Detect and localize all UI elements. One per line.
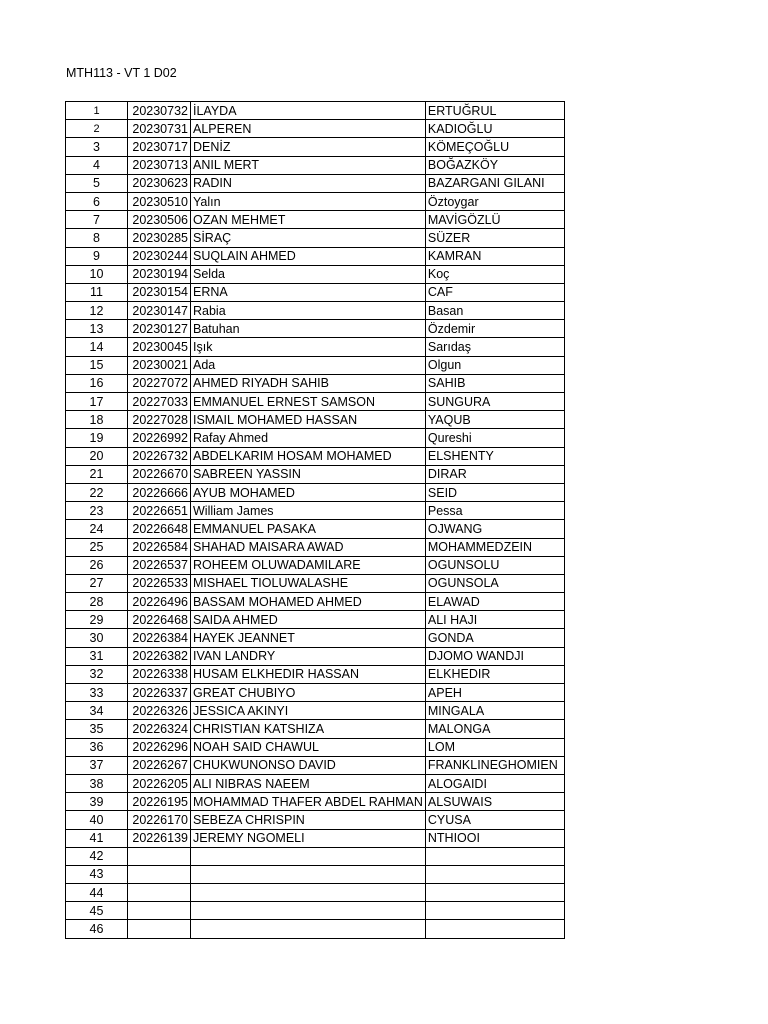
- student-id-cell[interactable]: 20230506: [128, 211, 191, 229]
- first-name-cell[interactable]: [191, 865, 426, 883]
- row-number-cell[interactable]: 14: [66, 338, 128, 356]
- first-name-cell[interactable]: RADIN: [191, 174, 426, 192]
- table-row: [66, 538, 565, 556]
- student-id-cell[interactable]: 20230510: [128, 192, 191, 210]
- table-row: [66, 611, 565, 629]
- last-name-cell[interactable]: SAHIB: [425, 374, 564, 392]
- first-name-cell[interactable]: SHAHAD MAISARA AWAD: [191, 538, 426, 556]
- table-row: [66, 847, 565, 865]
- last-name-cell[interactable]: APEH: [425, 684, 564, 702]
- table-row: [66, 265, 565, 283]
- first-name-cell[interactable]: SEBEZA CHRISPIN: [191, 811, 426, 829]
- student-id-cell[interactable]: 20226648: [128, 520, 191, 538]
- student-id-cell[interactable]: 20230732: [128, 102, 191, 120]
- first-name-cell[interactable]: ANIL MERT: [191, 156, 426, 174]
- student-id-cell[interactable]: 20226170: [128, 811, 191, 829]
- table-row: [66, 520, 565, 538]
- first-name-cell[interactable]: Rabia: [191, 302, 426, 320]
- last-name-cell[interactable]: Pessa: [425, 502, 564, 520]
- table-row: [66, 774, 565, 792]
- last-name-cell[interactable]: ELAWAD: [425, 593, 564, 611]
- first-name-cell[interactable]: Ada: [191, 356, 426, 374]
- student-id-cell[interactable]: 20230244: [128, 247, 191, 265]
- table-row: [66, 502, 565, 520]
- last-name-cell[interactable]: FRANKLINEGHOMIEN: [425, 756, 564, 774]
- table-row: [66, 283, 565, 301]
- row-number-cell[interactable]: 42: [66, 847, 128, 865]
- row-number-cell[interactable]: 27: [66, 574, 128, 592]
- last-name-cell[interactable]: YAQUB: [425, 411, 564, 429]
- row-number-cell[interactable]: 25: [66, 538, 128, 556]
- row-number-cell[interactable]: 21: [66, 465, 128, 483]
- table-row: [66, 738, 565, 756]
- row-number-cell[interactable]: 22: [66, 483, 128, 501]
- student-id-cell[interactable]: 20226670: [128, 465, 191, 483]
- student-id-cell[interactable]: 20226584: [128, 538, 191, 556]
- last-name-cell[interactable]: MAVİGÖZLÜ: [425, 211, 564, 229]
- row-number-cell[interactable]: 34: [66, 702, 128, 720]
- student-id-cell[interactable]: [128, 920, 191, 938]
- last-name-cell[interactable]: ALOGAIDI: [425, 774, 564, 792]
- row-number-cell[interactable]: 20: [66, 447, 128, 465]
- last-name-cell[interactable]: Öztoygar: [425, 192, 564, 210]
- student-id-cell[interactable]: 20230154: [128, 283, 191, 301]
- first-name-cell[interactable]: SABREEN YASSIN: [191, 465, 426, 483]
- table-row: [66, 320, 565, 338]
- table-row: [66, 120, 565, 138]
- first-name-cell[interactable]: MISHAEL TIOLUWALASHE: [191, 574, 426, 592]
- student-id-cell[interactable]: 20230623: [128, 174, 191, 192]
- table-row: [66, 593, 565, 611]
- last-name-cell[interactable]: [425, 902, 564, 920]
- student-id-cell[interactable]: 20226496: [128, 593, 191, 611]
- last-name-cell[interactable]: KÖMEÇOĞLU: [425, 138, 564, 156]
- last-name-cell[interactable]: MINGALA: [425, 702, 564, 720]
- student-id-cell[interactable]: 20226732: [128, 447, 191, 465]
- row-number-cell[interactable]: 18: [66, 411, 128, 429]
- first-name-cell[interactable]: ALI NIBRAS NAEEM: [191, 774, 426, 792]
- student-id-cell[interactable]: 20230731: [128, 120, 191, 138]
- first-name-cell[interactable]: ROHEEM OLUWADAMILARE: [191, 556, 426, 574]
- row-number-cell[interactable]: 33: [66, 684, 128, 702]
- row-number-cell[interactable]: 13: [66, 320, 128, 338]
- last-name-cell[interactable]: KAMRAN: [425, 247, 564, 265]
- table-row: [66, 247, 565, 265]
- first-name-cell[interactable]: NOAH SAID CHAWUL: [191, 738, 426, 756]
- last-name-cell[interactable]: DJOMO WANDJI: [425, 647, 564, 665]
- table-row: [66, 302, 565, 320]
- first-name-cell[interactable]: Rafay Ahmed: [191, 429, 426, 447]
- first-name-cell[interactable]: [191, 884, 426, 902]
- last-name-cell[interactable]: ALI HAJI: [425, 611, 564, 629]
- table-row: [66, 156, 565, 174]
- first-name-cell[interactable]: [191, 920, 426, 938]
- last-name-cell[interactable]: GONDA: [425, 629, 564, 647]
- table-row: [66, 429, 565, 447]
- last-name-cell[interactable]: Sarıdaş: [425, 338, 564, 356]
- first-name-cell[interactable]: ERNA: [191, 283, 426, 301]
- row-number-cell[interactable]: 11: [66, 283, 128, 301]
- last-name-cell[interactable]: ELKHEDIR: [425, 665, 564, 683]
- row-number-cell[interactable]: 24: [66, 520, 128, 538]
- student-id-cell[interactable]: 20230717: [128, 138, 191, 156]
- first-name-cell[interactable]: William James: [191, 502, 426, 520]
- first-name-cell[interactable]: AYUB MOHAMED: [191, 483, 426, 501]
- table-row: [66, 865, 565, 883]
- row-number-cell[interactable]: 3: [66, 138, 128, 156]
- row-number-cell[interactable]: 37: [66, 756, 128, 774]
- row-number-cell[interactable]: 23: [66, 502, 128, 520]
- student-id-cell[interactable]: 20226537: [128, 556, 191, 574]
- row-number-cell[interactable]: 6: [66, 192, 128, 210]
- sheet-title: MTH113 - VT 1 D02: [66, 66, 177, 80]
- last-name-cell[interactable]: [425, 847, 564, 865]
- student-id-cell[interactable]: 20226666: [128, 483, 191, 501]
- table-row: [66, 684, 565, 702]
- table-row: [66, 174, 565, 192]
- table-row: [66, 884, 565, 902]
- row-number-cell[interactable]: 43: [66, 865, 128, 883]
- first-name-cell[interactable]: Batuhan: [191, 320, 426, 338]
- last-name-cell[interactable]: SUNGURA: [425, 393, 564, 411]
- student-id-cell[interactable]: 20226326: [128, 702, 191, 720]
- student-id-cell[interactable]: 20230194: [128, 265, 191, 283]
- last-name-cell[interactable]: BAZARGANI GILANI: [425, 174, 564, 192]
- row-number-cell[interactable]: 19: [66, 429, 128, 447]
- table-row: [66, 574, 565, 592]
- student-id-cell[interactable]: 20226338: [128, 665, 191, 683]
- last-name-cell[interactable]: OGUNSOLU: [425, 556, 564, 574]
- first-name-cell[interactable]: Yalın: [191, 192, 426, 210]
- row-number-cell[interactable]: 38: [66, 774, 128, 792]
- student-id-cell[interactable]: 20226384: [128, 629, 191, 647]
- first-name-cell[interactable]: EMMANUEL PASAKA: [191, 520, 426, 538]
- student-id-cell[interactable]: [128, 865, 191, 883]
- student-id-cell[interactable]: [128, 902, 191, 920]
- student-id-cell[interactable]: 20230285: [128, 229, 191, 247]
- last-name-cell[interactable]: MALONGA: [425, 720, 564, 738]
- table-row: [66, 138, 565, 156]
- student-id-cell[interactable]: 20226324: [128, 720, 191, 738]
- row-number-cell[interactable]: 41: [66, 829, 128, 847]
- student-id-cell[interactable]: 20226205: [128, 774, 191, 792]
- row-number-cell[interactable]: 30: [66, 629, 128, 647]
- first-name-cell[interactable]: ABDELKARIM HOSAM MOHAMED: [191, 447, 426, 465]
- student-id-cell[interactable]: [128, 884, 191, 902]
- table-row: [66, 702, 565, 720]
- row-number-cell[interactable]: 5: [66, 174, 128, 192]
- last-name-cell[interactable]: OJWANG: [425, 520, 564, 538]
- student-id-cell[interactable]: 20227028: [128, 411, 191, 429]
- first-name-cell[interactable]: ALPEREN: [191, 120, 426, 138]
- row-number-cell[interactable]: 7: [66, 211, 128, 229]
- last-name-cell[interactable]: Qureshi: [425, 429, 564, 447]
- student-id-cell[interactable]: 20226651: [128, 502, 191, 520]
- student-id-cell[interactable]: 20226533: [128, 574, 191, 592]
- first-name-cell[interactable]: CHUKWUNONSO DAVID: [191, 756, 426, 774]
- first-name-cell[interactable]: EMMANUEL ERNEST SAMSON: [191, 393, 426, 411]
- first-name-cell[interactable]: IVAN LANDRY: [191, 647, 426, 665]
- last-name-cell[interactable]: [425, 865, 564, 883]
- table-row: [66, 629, 565, 647]
- row-number-cell[interactable]: 46: [66, 920, 128, 938]
- first-name-cell[interactable]: DENİZ: [191, 138, 426, 156]
- student-id-cell[interactable]: 20226296: [128, 738, 191, 756]
- student-id-cell[interactable]: 20226267: [128, 756, 191, 774]
- row-number-cell[interactable]: 9: [66, 247, 128, 265]
- last-name-cell[interactable]: [425, 884, 564, 902]
- table-row: [66, 665, 565, 683]
- row-number-cell[interactable]: 2: [66, 120, 128, 138]
- table-row: [66, 793, 565, 811]
- first-name-cell[interactable]: OZAN MEHMET: [191, 211, 426, 229]
- first-name-cell[interactable]: MOHAMMAD THAFER ABDEL RAHMAN: [191, 793, 426, 811]
- last-name-cell[interactable]: CAF: [425, 283, 564, 301]
- first-name-cell[interactable]: HAYEK JEANNET: [191, 629, 426, 647]
- student-id-cell[interactable]: 20226992: [128, 429, 191, 447]
- student-id-cell[interactable]: 20230021: [128, 356, 191, 374]
- first-name-cell[interactable]: JEREMY NGOMELI: [191, 829, 426, 847]
- student-id-cell[interactable]: 20226382: [128, 647, 191, 665]
- row-number-cell[interactable]: 26: [66, 556, 128, 574]
- first-name-cell[interactable]: Işık: [191, 338, 426, 356]
- first-name-cell[interactable]: AHMED RIYADH SAHIB: [191, 374, 426, 392]
- last-name-cell[interactable]: SÜZER: [425, 229, 564, 247]
- row-number-cell[interactable]: 40: [66, 811, 128, 829]
- last-name-cell[interactable]: Özdemir: [425, 320, 564, 338]
- first-name-cell[interactable]: [191, 902, 426, 920]
- last-name-cell[interactable]: OGUNSOLA: [425, 574, 564, 592]
- row-number-cell[interactable]: 35: [66, 720, 128, 738]
- table-row: [66, 902, 565, 920]
- student-id-cell[interactable]: 20226139: [128, 829, 191, 847]
- table-row: [66, 338, 565, 356]
- first-name-cell[interactable]: GREAT CHUBIYO: [191, 684, 426, 702]
- first-name-cell[interactable]: CHRISTIAN KATSHIZA: [191, 720, 426, 738]
- row-number-cell[interactable]: 44: [66, 884, 128, 902]
- last-name-cell[interactable]: KADIOĞLU: [425, 120, 564, 138]
- table-row: [66, 756, 565, 774]
- last-name-cell[interactable]: Basan: [425, 302, 564, 320]
- row-number-cell[interactable]: 29: [66, 611, 128, 629]
- student-id-cell[interactable]: 20230713: [128, 156, 191, 174]
- row-number-cell[interactable]: 39: [66, 793, 128, 811]
- last-name-cell[interactable]: [425, 920, 564, 938]
- student-id-cell[interactable]: 20230127: [128, 320, 191, 338]
- first-name-cell[interactable]: Selda: [191, 265, 426, 283]
- last-name-cell[interactable]: DIRAR: [425, 465, 564, 483]
- table-row: [66, 374, 565, 392]
- last-name-cell[interactable]: ALSUWAIS: [425, 793, 564, 811]
- table-row: [66, 192, 565, 210]
- student-roster-table: [65, 101, 565, 939]
- first-name-cell[interactable]: SUQLAIN AHMED: [191, 247, 426, 265]
- first-name-cell[interactable]: SAIDA AHMED: [191, 611, 426, 629]
- row-number-cell[interactable]: 8: [66, 229, 128, 247]
- table-row: [66, 811, 565, 829]
- table-row: [66, 229, 565, 247]
- row-number-cell[interactable]: 4: [66, 156, 128, 174]
- last-name-cell[interactable]: Olgun: [425, 356, 564, 374]
- first-name-cell[interactable]: SİRAÇ: [191, 229, 426, 247]
- student-id-cell[interactable]: 20230147: [128, 302, 191, 320]
- table-row: [66, 356, 565, 374]
- last-name-cell[interactable]: CYUSA: [425, 811, 564, 829]
- student-id-cell[interactable]: [128, 847, 191, 865]
- row-number-cell[interactable]: 15: [66, 356, 128, 374]
- student-id-cell[interactable]: 20226195: [128, 793, 191, 811]
- table-row: [66, 920, 565, 938]
- table-row: [66, 556, 565, 574]
- last-name-cell[interactable]: MOHAMMEDZEIN: [425, 538, 564, 556]
- last-name-cell[interactable]: ELSHENTY: [425, 447, 564, 465]
- last-name-cell[interactable]: ERTUĞRUL: [425, 102, 564, 120]
- row-number-cell[interactable]: 17: [66, 393, 128, 411]
- first-name-cell[interactable]: İLAYDA: [191, 102, 426, 120]
- row-number-cell[interactable]: 1: [66, 102, 128, 120]
- row-number-cell[interactable]: 16: [66, 374, 128, 392]
- first-name-cell[interactable]: ISMAIL MOHAMED HASSAN: [191, 411, 426, 429]
- row-number-cell[interactable]: 28: [66, 593, 128, 611]
- row-number-cell[interactable]: 36: [66, 738, 128, 756]
- student-id-cell[interactable]: 20226337: [128, 684, 191, 702]
- table-row: [66, 411, 565, 429]
- table-row: [66, 465, 565, 483]
- row-number-cell[interactable]: 32: [66, 665, 128, 683]
- row-number-cell[interactable]: 12: [66, 302, 128, 320]
- table-row: [66, 829, 565, 847]
- table-row: [66, 393, 565, 411]
- row-number-cell[interactable]: 45: [66, 902, 128, 920]
- table-row: [66, 102, 565, 120]
- first-name-cell[interactable]: [191, 847, 426, 865]
- first-name-cell[interactable]: BASSAM MOHAMED AHMED: [191, 593, 426, 611]
- last-name-cell[interactable]: Koç: [425, 265, 564, 283]
- row-number-cell[interactable]: 31: [66, 647, 128, 665]
- table-row: [66, 483, 565, 501]
- table-row: [66, 211, 565, 229]
- first-name-cell[interactable]: HUSAM ELKHEDIR HASSAN: [191, 665, 426, 683]
- student-id-cell[interactable]: 20226468: [128, 611, 191, 629]
- table-row: [66, 720, 565, 738]
- first-name-cell[interactable]: JESSICA AKINYI: [191, 702, 426, 720]
- student-id-cell[interactable]: 20227033: [128, 393, 191, 411]
- student-id-cell[interactable]: 20227072: [128, 374, 191, 392]
- student-id-cell[interactable]: 20230045: [128, 338, 191, 356]
- table-row: [66, 447, 565, 465]
- table-row: [66, 647, 565, 665]
- last-name-cell[interactable]: SEID: [425, 483, 564, 501]
- roster-body: [66, 102, 565, 939]
- last-name-cell[interactable]: NTHIOOI: [425, 829, 564, 847]
- last-name-cell[interactable]: LOM: [425, 738, 564, 756]
- last-name-cell[interactable]: BOĞAZKÖY: [425, 156, 564, 174]
- row-number-cell[interactable]: 10: [66, 265, 128, 283]
